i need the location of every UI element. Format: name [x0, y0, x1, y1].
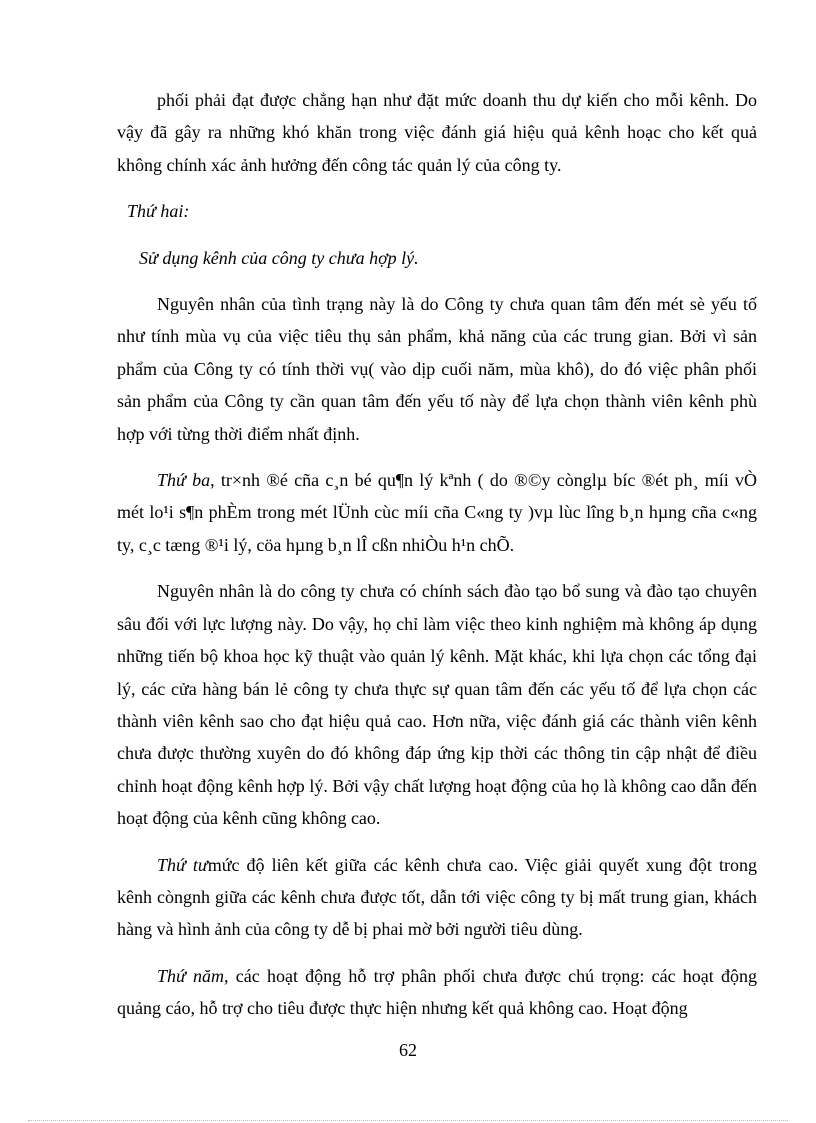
paragraph-6: [117, 960, 757, 1025]
paragraph-5: [117, 849, 757, 946]
page-number: 62: [399, 1040, 417, 1060]
page-bottom-divider: [28, 1120, 788, 1121]
document-body: [117, 84, 757, 1025]
paragraph-3: [117, 464, 757, 561]
paragraph-6-lead: Thứ năm: [157, 965, 225, 986]
paragraph-3-text: , tr×nh ®é cña c¸n bé qu¶n lý kªnh ( do ®©y cònglµ bíc ®ét ph¸ míi vÒ mét lo¹i s¶n phÈm trong mét lÜnh cùc míi cña C«ng ty )vµ lùc lîng b¸n hµng cña c«ng ty, c¸c tæng ®¹i lý, cöa hµng b¸n lÎ cßn nhiÒu h¹n chÕ.: [117, 470, 757, 555]
paragraph-1: phối phải đạt được chẳng hạn như đặt mức doanh thu dự kiến cho mỗi kênh. Do vậy đã gây ra những khó khăn trong việc đánh giá hiệu quả kênh hoạc cho kết quả không chính xác ảnh hưởng đến công tác quản lý của công ty.: [117, 90, 757, 175]
heading-thu-hai: Thứ hai:: [127, 201, 190, 222]
paragraph-4: Nguyên nhân là do công ty chưa có chính sách đào tạo bổ sung và đào tạo chuyên sâu đối với lực lượng này. Do vậy, họ chỉ làm việc theo kinh nghiệm mà không áp dụng những tiến bộ khoa học kỹ thuật vào quản lý kênh. Mặt khác, khi lựa chọn các tổng đại lý, các cửa hàng bán lẻ công ty chưa thực sự quan tâm đến các yếu tố để lựa chọn các thành viên kênh sao cho đạt hiệu quả cao. Hơn nữa, việc đánh giá các thành viên kênh chưa được thường xuyên do đó không đáp ứng kịp thời các thông tin cập nhật để điều chỉnh hoạt động kênh hợp lý. Bởi vậy chất lượng hoạt động của họ là không cao dẫn đến hoạt động của kênh cũng không cao.: [117, 581, 757, 829]
subheading-su-dung-kenh: Sử dụng kênh của công ty chưa hợp lý.: [139, 247, 419, 268]
paragraph-6-text: , các hoạt động hỗ trợ phân phối chưa được chú trọng: các hoạt động quảng cáo, hỗ trợ cho tiêu được thực hiện nhưng kết quả không cao. Hoạt động: [117, 965, 757, 1019]
paragraph-5-lead: Thứ tư: [157, 854, 208, 875]
paragraph-3-lead: Thứ ba: [157, 470, 211, 491]
paragraph-5-text: mức độ liên kết giữa các kênh chưa cao. Việc giải quyết xung đột trong kênh còngnh giữa các kênh chưa được tốt, dẫn tới việc công ty bị mất trung gian, khách hàng và hình ảnh của công ty dễ bị phai mờ bởi người tiêu dùng.: [117, 854, 757, 940]
paragraph-2: Nguyên nhân của tình trạng này là do Công ty chưa quan tâm đến mét sè yếu tố như tính mùa vụ của việc tiêu thụ sản phẩm, khả năng của các trung gian. Bởi vì sản phẩm của Công ty có tính thời vụ( vào dịp cuối năm, mùa khô), do đó việc phân phối sản phẩm của Công ty cần quan tâm đến yếu tố này để lựa chọn thành viên kênh phù hợp với từng thời điểm nhất định.: [117, 294, 757, 444]
